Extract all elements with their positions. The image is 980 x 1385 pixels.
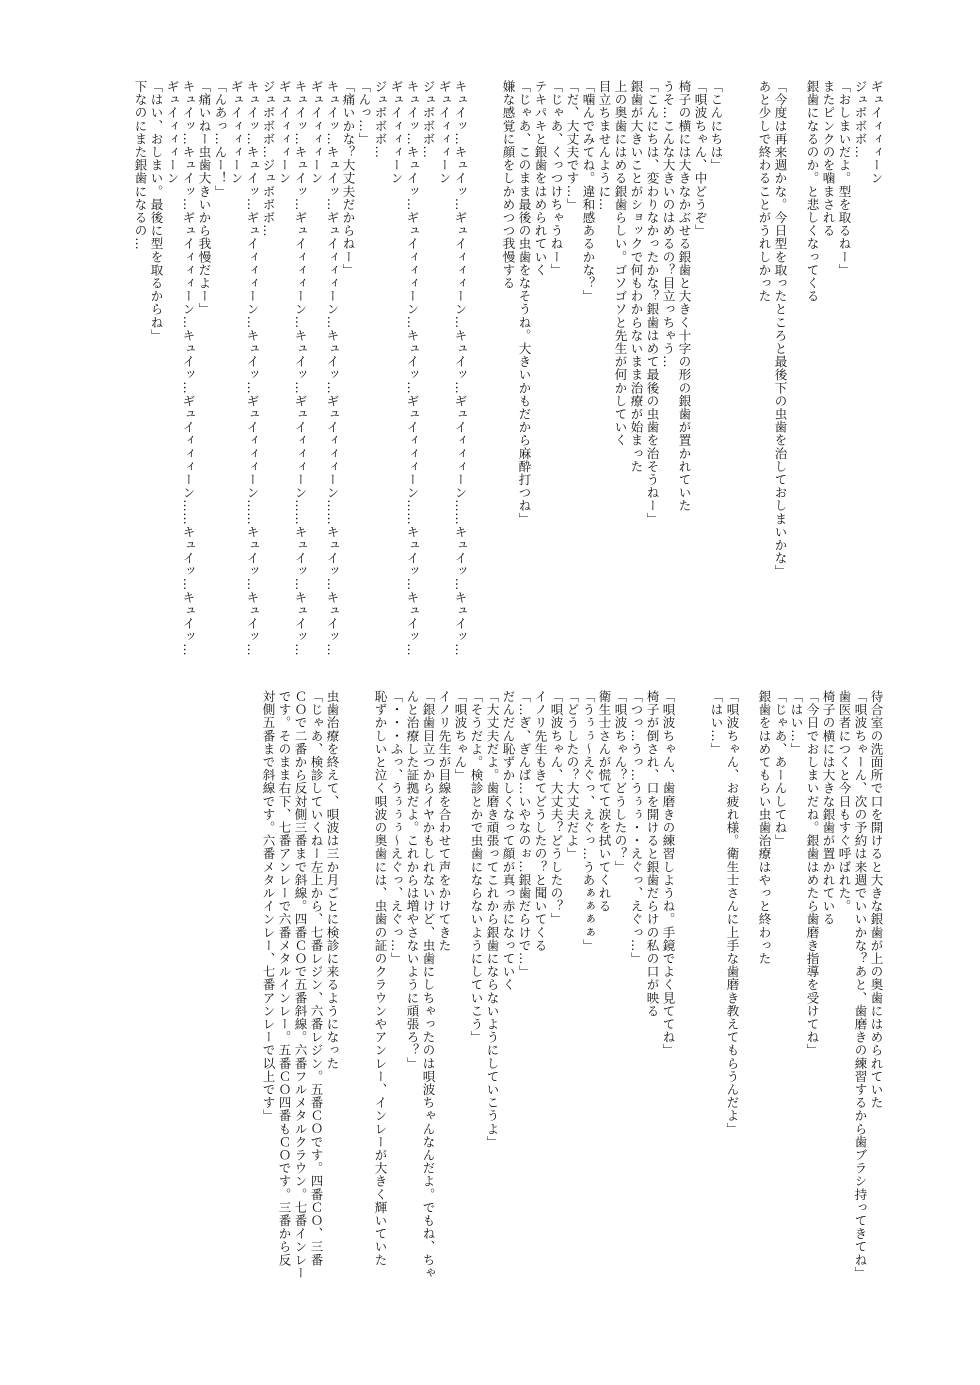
upper-text-line: キュイッ…キュイッ…ギュイィィィーン…キュイッ…ギュイィィィーン……キュイッ…キュイッ… xyxy=(405,80,420,657)
lower-text-line: 「唄波ちゃん、歯磨きの練習しようね。手鏡でよく見ててね」 xyxy=(661,690,676,1057)
lower-text-line: 恥ずかしいと泣く唄波の奥歯には、虫歯の証のクラウンやアンレー、インレーが大きく輝いていた xyxy=(373,690,388,1267)
upper-text-line: 「痛いねー虫歯大きいから我慢だよー」 xyxy=(197,80,212,316)
upper-text-line: 上の奥歯にはめる銀歯らしい。ゴソゴソと先生が何かしていく xyxy=(613,80,628,447)
upper-text-line: あと少しで終わることがうれしかった xyxy=(757,80,772,303)
upper-text-line: ジュボボボ…ジュボボボ… xyxy=(261,80,276,238)
upper-text-line: キュイッ…キュイッ…ギュイィィィーン…キュイッ…ギュイィィィーン……キュイッ…キュイッ… xyxy=(325,80,340,657)
upper-text-line: ギュイィィィーン xyxy=(389,80,404,185)
upper-text-line: テキパキと銀歯をはめられていく xyxy=(533,80,548,277)
upper-text-line: 「はい、おしまい。最後に型を取るからね」 xyxy=(149,80,164,342)
lower-text-line: 衛生士さんが慌てて涙を拭いてくれる xyxy=(597,690,612,913)
upper-text-line: 「だ、大丈夫です…」 xyxy=(565,80,580,211)
lower-text-line: 「唄波ちゃーん、次の予約は来週でいいかな？あと、歯磨きの練習するから歯ブラシ持ってきてね」 xyxy=(853,690,868,1280)
upper-text-line: 目立ちませんように… xyxy=(597,80,612,211)
lower-text-line: 「じゃあ、検診していくねー左上から、七番レジン、六番レジン。五番ＣＯです。四番ＣＯ、三番 xyxy=(309,690,324,1267)
upper-text-line: またピンクのを噛まされる xyxy=(821,80,836,238)
lower-text-line: イノリ先生もきてどうしたの？と聞いてくる xyxy=(533,690,548,952)
upper-text-line: 銀歯が大きいことがショックで何もわからないまま治療が始まった xyxy=(629,80,644,473)
upper-text-line: キュイッ…キュイッ…ギュイィィィーン…キュイッ…ギュイィィィーン……キュイッ…キュイッ… xyxy=(453,80,468,657)
upper-text-line: 「痛いかな？大丈夫だからねー」 xyxy=(341,80,356,277)
paragraph-gap xyxy=(356,690,372,1310)
upper-text-line: 「おしまいだよ。型を取るねー」 xyxy=(837,80,852,277)
upper-text-line: ギュイィィィーン xyxy=(277,80,292,185)
upper-text-line: 「じゃあ、このまま最後の虫歯をなそうね。大きいかもだから麻酔打つね」 xyxy=(517,80,532,526)
lower-text-line: 「…ぎ、ぎんば…いやなのぉ…銀歯だらけで…」 xyxy=(517,690,532,979)
upper-text-line: ギュイィィィーン xyxy=(437,80,452,185)
upper-text-line: 「こんにちは、変わりなかったかな？銀歯はめて最後の虫歯を治そうねー」 xyxy=(645,80,660,526)
lower-text-line: 「今日でおしまいだね。銀歯はめたら歯磨き指導を受けてね」 xyxy=(805,690,820,1057)
lower-text-line: 椅子が倒され、口を開けると銀歯だらけの私の口が映る xyxy=(645,690,660,1018)
upper-text-line: 「んっ…」 xyxy=(357,80,372,146)
lower-text-line: 対側五番まで斜線です。六番メタルインレー、七番アンレーで以上です」 xyxy=(261,690,276,1123)
lower-text-line: んと治療した証拠だよ。これからは増やさないように頑張ろ？」 xyxy=(405,690,420,1070)
paragraph-gap xyxy=(484,80,500,680)
upper-text-line: ギュイィィィーン xyxy=(309,80,324,185)
upper-text-line: 「じゃあ、くっつけちゃうねー」 xyxy=(549,80,564,277)
upper-text-line: ジュボボボ… xyxy=(853,80,868,159)
upper-text-line: 「唄波ちゃん、中どうぞ」 xyxy=(693,80,708,238)
upper-text-line: キュイッ…キュイッ…ギュイィィィーン…キュイッ…ギュイィィィーン……キュイッ…キュイッ… xyxy=(245,80,260,657)
upper-text-block xyxy=(94,80,884,680)
lower-text-line: 「そうだよ。検診とかで虫歯にならないようにしていこう」 xyxy=(469,690,484,1044)
lower-text-line: ＣＯで二番から反対側三番まで斜線。四番ＣＯで五番斜線。六番フルメタルクラウン。七番インレー xyxy=(293,690,308,1280)
lower-text-line: 銀歯をはめてもらい虫歯治療はやっと終わった xyxy=(757,690,772,966)
lower-text-line: 「銀歯目立つからイヤかもしれないけど、虫歯にしちゃったのは唄波ちゃんなんだよ。でもね、ちゃ xyxy=(421,690,436,1280)
paragraph-gap xyxy=(740,690,756,1310)
lower-text-line: 「はい…」 xyxy=(789,690,804,756)
lower-text-line: です。そのまま右下、七番アンレーで六番メタルインレー。五番ＣＯ四番もＣＯです。三番から反 xyxy=(277,690,292,1267)
lower-text-line: 「はい…」 xyxy=(709,690,724,756)
paragraph-gap xyxy=(692,690,708,1310)
lower-text-line: イノリ先生が目線を合わせて声をかけてきた xyxy=(437,690,452,952)
upper-text-line: ジュボボボ… xyxy=(373,80,388,159)
lower-text-line: 待合室の洗面所で口を開けると大きな銀歯が上の奥歯にはめられていた xyxy=(869,690,884,1110)
paragraph-gap xyxy=(788,80,804,680)
upper-text-line: 「こんにちは」 xyxy=(709,80,724,172)
lower-text-line: 「じゃあ、あーんしてね」 xyxy=(773,690,788,848)
upper-text-line: 銀歯になるのか。と悲しくなってくる xyxy=(805,80,820,303)
lower-text-line: だんだん恥ずかしくなって顔が真っ赤になっていく xyxy=(501,690,516,992)
paragraph-gap xyxy=(340,690,356,1310)
lower-text-line: 「うぅぅ～えぐっ、えぐっ…うあぁぁぁぁ」 xyxy=(581,690,596,952)
lower-text-line: 歯医者につくと今日もすぐ呼ばれた。 xyxy=(837,690,852,913)
upper-text-line: ジュボボボ… xyxy=(421,80,436,159)
lower-text-line: 「唄波ちゃん？どうしたの？」 xyxy=(613,690,628,874)
lower-text-line: 「唄波ちゃん、お疲れ様。衛生士さんに上手な歯磨き教えてもらうんだよ」 xyxy=(725,690,740,1136)
lower-text-line: 「大丈夫だよ。歯磨き頑張ってこれから銀歯にならないようにしていこうよ」 xyxy=(485,690,500,1149)
lower-text-line: 虫歯治療を終えて、唄波は三か月ごとに検診に来るようになった xyxy=(325,690,340,1070)
paragraph-gap xyxy=(468,80,484,680)
upper-text-line: ギュイィィィーン xyxy=(229,80,244,185)
upper-text-line: 「んあっ…んー！」 xyxy=(213,80,228,198)
upper-text-line: 嫌な感覚に顔をしかめつつ我慢する xyxy=(501,80,516,290)
upper-text-line: キュイッ…キュイッ…ギュイィィィーン…キュイッ…ギュイィィィーン……キュイッ…キュイッ… xyxy=(181,80,196,657)
upper-text-line: 下なのにまた銀歯になるの… xyxy=(133,80,148,251)
upper-text-line: ギュイィィィーン xyxy=(165,80,180,185)
lower-text-line: 「つっ…うっ…うぅぅ・・えぐっ、えぐっ…」 xyxy=(629,690,644,966)
upper-text-line: うそ…こんな大きいのはめるの？目立っちゃう… xyxy=(661,80,676,369)
lower-text-line: 「・・・ふっ、うぅぅぅ～えぐっ、えぐっ…」 xyxy=(389,690,404,966)
lower-text-block xyxy=(94,690,884,1310)
paragraph-gap xyxy=(724,80,740,680)
lower-text-line: 「唄波ちゃん」 xyxy=(453,690,468,782)
upper-text-line: 「今度は再来週かな。今日型を取ったところと最後下の虫歯を治しておしまいかな」 xyxy=(773,80,788,578)
lower-text-line: 「どうしたの？大丈夫だよ」 xyxy=(565,690,580,861)
lower-text-line: 「唄波ちゃん、大丈夫？どうしたの？」 xyxy=(549,690,564,926)
lower-text-line: 椅子の横には大きな銀歯が置かれている xyxy=(821,690,836,926)
paragraph-gap xyxy=(676,690,692,1310)
upper-text-line: ギュイィィィーン xyxy=(869,80,884,185)
upper-text-line: 椅子の横には大きなかぶせる銀歯と大きく十字の形の銀歯が置かれていた xyxy=(677,80,692,513)
upper-text-line: 「噛んでみてね。違和感あるかな？」 xyxy=(581,80,596,303)
paragraph-gap xyxy=(740,80,756,680)
upper-text-line: キュイッ…キュイッ…ギュイィィィーン…キュイッ…ギュイィィィーン……キュイッ…キュイッ… xyxy=(293,80,308,657)
